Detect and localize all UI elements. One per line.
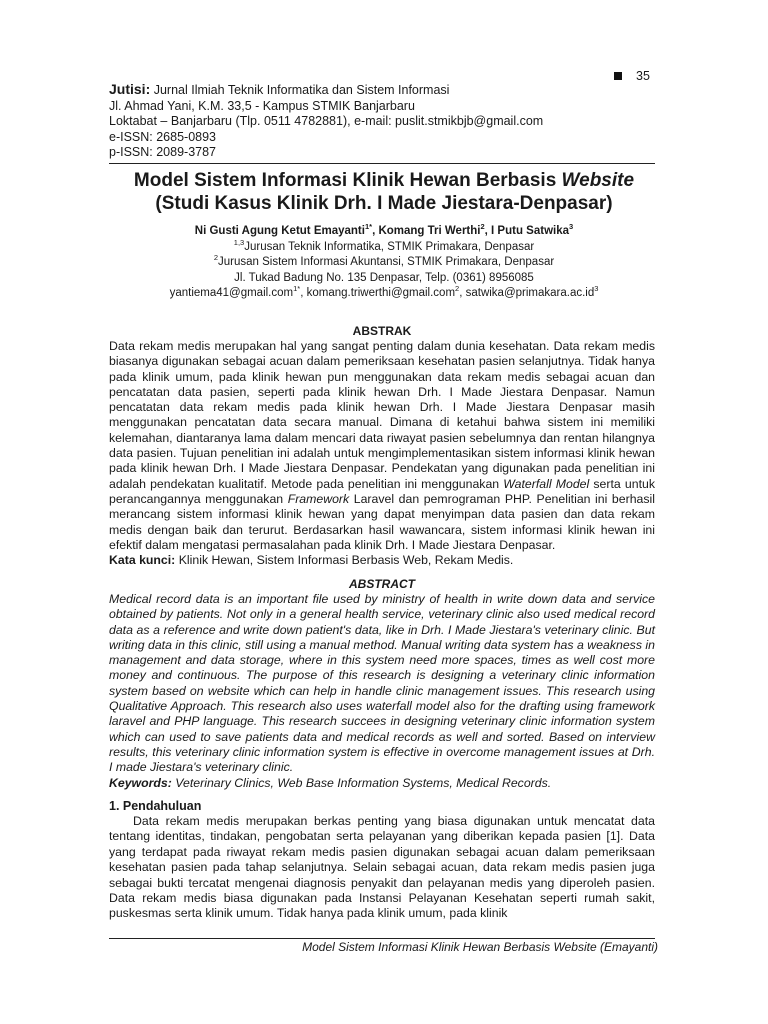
journal-header (109, 82, 543, 161)
abstrak-heading: ABSTRAK (352, 324, 412, 338)
affiliation-address: Jl. Tukad Badung No. 135 Denpasar, Telp. (0361) 8956085 (234, 271, 534, 284)
square-bullet-icon (614, 72, 622, 80)
journal-eissn: e-ISSN: 2685-0893 (109, 129, 217, 144)
affiliation-1: $^{1,3}$Jurusan Teknik Informatika, STMIK Primakara, Denpasar (233, 237, 535, 253)
section-heading: 1. Pendahuluan (109, 799, 202, 813)
journal-name: Jutisi: Jurnal Ilmiah Teknik Informatika dan Sistem Informasi (109, 81, 450, 97)
section-body: Data rekam medis merupakan berkas penting yang biasa digunakan untuk mencatat data tentang identitas, tindakan, pengobatan serta pelayanan yang diberikan kepada pasien [1]. Data yang terdapat pada riwayat rekam medis pasien digunakan sebagai acuan dalam pemeriksaan kesehatan pasien pada tahap selanjutnya. Selain sebagai acuan, data rekam medis pasien juga sebagai bukti tercatat mengenai diagnosis penyakit dan pelayanan medis yang diperoleh pasien. Data rekam medis biasa digunakan pada Instansi Pelayanan Kesehatan seperti rumah sakit, puskesmas serta klinik umum. Tidak hanya pada klinik umum, pada klinik (109, 814, 655, 921)
abstract-body: Medical record data is an important file used by ministry of health in write down data and service obtained by patients. Not only in a general health service, veterinary clinic also used medical record data as a reference and write down patient's data, like in Drh. I Made Jiestara's veterinary clinic. But writing data in this clinic, still using a manual method. Manual writing data system has a weakness in management and data storage, where in this system need more spaces, times as well cost more money and continuous. The purpose of this research is designing a veterinary clinic information system based on website which can help in handle clinic management issues. This research using Qualitative Approach. This research also uses waterfall model also for the drafting using framework laravel and PHP language. This research succees in designing veterinary clinic information system which can used to save patients data and medical records as well and sorted. Based on interview results, this veterinary clinic information system is effective in overcome management issues at Drh. I made Jiestara's veterinary clinic. Keywords: Veterinary Clinics, Web Base Information Systems, Medical Records. (109, 592, 655, 790)
author-names: Ni Gusti Agung Ketut Emayanti$^{1*}$, Komang Tri Werthi$^2$, I Putu Satwika$^3$ (194, 222, 574, 237)
author-block (100, 224, 668, 302)
abstrak-body: Data rekam medis merupakan hal yang sangat penting dalam dunia kesehatan. Data rekam medis biasanya digunakan sebagai acuan dalam pemeriksaan kesehatan pasien selanjutnya. Tidak hanya pada klinik umum, pada klinik hewan pun menggunakan data rekam medis sebagai acuan dan pencatatan data pasien, seperti pada klinik hewan Drh. I Made Jiestara Denpasar. Namun pencatatan data rekam medis pada klinik hewan Drh. I Made Jiestara Denpasar masih menggunakan pencatatan data secara manual. Dimana di ketahui bahwa sistem ini memiliki kelemahan, diantaranya lama dalam mencari data riwayat pasien sebelumnya dan rentan hilangnya data pasien. Tujuan penelitian ini adalah untuk mengimplementasikan sistem informasi klinik hewan pada klinik hewan Drh. I Made Jiestara Denpasar. Pendekatan yang digunakan pada penelitian ini adalah pendekatan kualitatif. Metode pada penelitian ini menggunakan Waterfall Model serta untuk perancangannya menggunakan Framework Laravel dan pemrograman PHP. Penelitian ini berhasil merancang sistem informasi klinik hewan yang dapat menyimpan data pasien dan data rekam medis dengan baik dan terurut. Berdasarkan hasil wawancara, sistem informasi klinik hewan ini efektif dalam mengatasi permasalahan pada klinik Drh. I Made Jiestara Denpasar. Kata kunci: Klinik Hewan, Sistem Informasi Berbasis Web, Rekam Medis. (109, 339, 655, 568)
running-footer: Model Sistem Informasi Klinik Hewan Berbasis Website (Emayanti) (302, 940, 658, 954)
paper-title: Model Sistem Informasi Klinik Hewan Berbasis Website (Studi Kasus Klinik Drh. I Made Jiestara-Denpasar) (133, 170, 635, 214)
journal-contact: Loktabat – Banjarbaru (Tlp. 0511 4782881), e-mail: puslit.stmikbjb@gmail.com (109, 114, 544, 128)
header-divider (109, 163, 655, 164)
journal-address: Jl. Ahmad Yani, K.M. 33,5 - Kampus STMIK Banjarbaru (109, 98, 415, 113)
author-emails: yantiema41@gmail.com$^{1*}$, komang.triwerthi@gmail.com$^2$, $satwika@primakara.ac.id^3$ (169, 284, 599, 299)
keywords: Keywords: Veterinary Clinics, Web Base Information Systems, Medical Records. (109, 775, 552, 790)
journal-pissn: p-ISSN: 2089-3787 (109, 145, 217, 159)
footer-divider (109, 938, 655, 939)
page-number: 35 (614, 69, 650, 83)
affiliation-2: $^2$Jurusan Sistem Informasi Akuntansi, STMIK Primakara, Denpasar (213, 253, 555, 268)
abstract-heading: ABSTRACT (349, 577, 415, 591)
kata-kunci: Kata kunci: Klinik Hewan, Sistem Informasi Berbasis Web, Rekam Medis. (109, 553, 514, 568)
